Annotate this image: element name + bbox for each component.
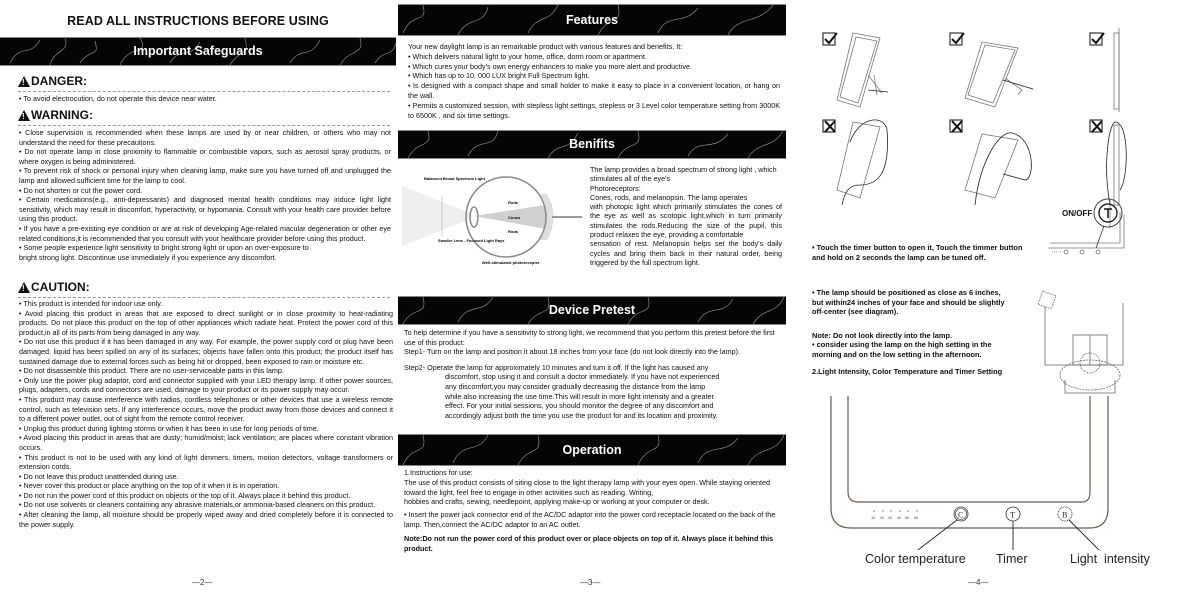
benefits-para: sensation of rest. Melanopsin helps set the body's daily cycles and bring them back in their natural order, being triggered by the full spectrum light.	[590, 239, 782, 267]
color-button-letter: C	[958, 510, 964, 520]
wrong-placement-1	[823, 120, 888, 205]
top-heading: READ ALL INSTRUCTIONS BEFORE USING	[67, 14, 329, 28]
benefits-para: Cones, rods, and melanopsin. The lamp operates	[590, 192, 748, 202]
divider	[18, 125, 390, 126]
caution-list	[19, 299, 393, 529]
feature-item: • Which has up to 10, 000 LUX bright Full Spectrum light.	[408, 71, 590, 81]
page-number: —3—	[580, 578, 601, 587]
caution-item: • Do not leave this product unattended during use.	[19, 471, 179, 481]
warning-item: • Do not shorten or cut the power cord.	[19, 185, 143, 195]
danger-item: • To avoid electrocution, do not operate this device near water.	[19, 94, 217, 103]
eye-diagram	[402, 166, 588, 270]
banner-features	[398, 4, 786, 36]
lamp-corner-closeup	[1048, 199, 1124, 254]
warning-item: • Close supervision is recommended when these lamps are used by or near children, or others who may not understand the need for these precautions.	[19, 128, 391, 147]
banner-title: Important Safeguards	[133, 44, 263, 58]
caution-label: CAUTION:	[31, 280, 90, 294]
banner-title: Device Pretest	[548, 303, 636, 317]
label-lens: Smaller Lens - Focused Light Rays	[438, 238, 505, 243]
features-text	[408, 42, 780, 120]
caution-item: • After cleaning the lamp, all moisture should be properly wiped away and dried completely before it is connected to the power supply.	[19, 510, 393, 529]
seating-diagram	[1035, 285, 1135, 395]
correct-placement-1	[823, 33, 888, 107]
caution-item: • Never cover this product or place anything on the top of it when it is in operation.	[19, 481, 280, 491]
page-2	[0, 0, 396, 600]
warning-triangle-icon	[18, 282, 30, 293]
label-balanced-light: Balanced Broad Spectrum Light	[424, 176, 485, 181]
caution-item: • Do not use solvents or cleaners containing any abrasive materials,or ammonia-based cleaners on this product.	[19, 500, 376, 510]
warning-item: • If you have a pre-existing eye condition or are at risk of developing Age-related macular degeneration or other eye related conditions,it is recommended that you consult with your healthcare provider before using this product.	[19, 223, 391, 243]
banner-benefits	[398, 130, 786, 159]
danger-list	[19, 94, 391, 104]
timer-level: 20	[880, 516, 885, 520]
wrong-placement-2	[950, 120, 1031, 205]
label-cones: Cones	[508, 215, 521, 220]
page-3	[398, 0, 786, 600]
features-intro: Your new daylight lamp is an remarkable product with various features and benefits. It:	[408, 42, 683, 51]
benefits-para: Photoreceptors:	[590, 183, 641, 193]
lamp-control-diagram	[790, 390, 1183, 550]
banner-title: Operation	[562, 443, 622, 457]
banner-device-pretest	[398, 296, 786, 325]
feature-item: • Which cures your body's own energy enhancers to make you more alert and productive.	[408, 61, 692, 71]
divider	[18, 91, 390, 92]
warning-heading	[18, 108, 93, 122]
benefits-para: The lamp provides a broad spectrum of strong light , which stimulates all of the eye's	[590, 165, 777, 184]
page-4	[790, 0, 1183, 600]
timer-level: 50	[905, 516, 910, 520]
label-rods-top: Rods	[508, 200, 518, 205]
position-note: • The lamp should be positioned as close as 6 inches, but within24 inches of your face and should be slightly off-center (see diagram).	[812, 288, 1005, 317]
warning-item: • Do not operate lamp in close proximity to flammable or combustible vapors, such as aerosol spray products, or where oxygen is being administered.	[19, 147, 391, 166]
benefits-para: with photopic light which primarily stimulates the cones of the eye as well as scotopic light,which in turn primarily stimulates the rods.Reducing the size of the pupil, this product relaxes the eye, providing a comfortable	[590, 202, 782, 240]
on-off-label: ON/OFF	[1062, 209, 1093, 218]
operation-para: hobbies and crafts, sewing, needlepoint, applying make-up or working at your computer or desk.	[404, 497, 710, 507]
correct-placement-3	[1090, 28, 1119, 112]
danger-heading	[18, 74, 87, 88]
caution-item: • This product is intended for indoor use only.	[19, 299, 163, 308]
feature-item: • Permits a customized session, with stepless light settings, stepless or 3 Level color temperature setting from 3000K to 6500K , and six time settings.	[408, 100, 780, 120]
warning-item: • Certain medications(e.g., anti-depressants) and diagnosed mental health conditions may induce light light sensitivity, which may result in discomfort, hyperactivity, or hypomania. Consult with your health care provider before using this product.	[19, 195, 391, 224]
section-2-heading: 2.Light Intensity, Color Temperature and Timer Setting	[812, 367, 1003, 376]
banner-title: Benifits	[569, 137, 615, 151]
operation-note: Note:Do not run the power cord of this product over or place objects on top of it. Always place it behind this product.	[404, 533, 774, 553]
warning-triangle-icon	[18, 76, 30, 87]
note-no-look: Note: Do not look directly into the lamp.	[812, 331, 953, 340]
caution-item: • Only use the power plug adaptor, cord and connector supplied with your LED therapy lamp. If other power sources, plugs, adapters, cords and connectors are used, damage to your product or its power supply may occur.	[19, 375, 393, 395]
light-button-letter: B	[1062, 510, 1068, 520]
benefits-text	[590, 165, 782, 267]
timer-button[interactable]	[1006, 507, 1020, 521]
operation-para: The use of this product consists of siting close to the light therapy lamp with your eyes open. While staying oriented toward the light, feel free to engage in other activities such as reading. Writing,	[404, 477, 770, 497]
timer-level: 30	[888, 516, 893, 520]
page-number: —2—	[192, 578, 213, 587]
caption-light-intensity: Light intensity	[1070, 552, 1150, 566]
timer-level-indicators	[871, 510, 918, 520]
pretest-intro: To help determine if you have a sensitivity to strong light, we recommend that you perform this pretest before the first use of this product:	[404, 328, 775, 347]
timer-note: • Touch the timer button to open it, Touch the timmer button and hold on 2 seconds the lamp can be tuned off.	[812, 243, 1023, 262]
warning-item: • Some people experience light sensitivity to bright strong light or upon an over-exposure to	[19, 243, 309, 253]
caution-item: • Do not run the power cord of this product on objects or the top of it. Always place it behind this product.	[19, 490, 351, 500]
banner-title: Features	[565, 13, 619, 27]
operation-heading: 1.Instructions for use:	[404, 468, 473, 477]
caution-item: • Unplug this product during lighting storms or when it has been in use for long periods of time.	[19, 423, 319, 433]
operation-text	[404, 468, 782, 553]
label-photoreceptors: Well-stimulated photoreceptrs	[482, 260, 540, 265]
feature-item: • Which delivers natural light to your home, office, dorm room or apartment.	[408, 51, 647, 61]
light-intensity-button[interactable]	[1058, 507, 1072, 521]
timer-level: 60	[914, 516, 919, 520]
note-high-low: • consider using the lamp on the high setting in the morning and on the low setting in the afternoon.	[812, 340, 992, 359]
danger-label: DANGER:	[31, 74, 87, 88]
caution-item: • Avoid placing this product in areas that are dusty; humid/moist; lack ventilation; are places where constant vibration occurs.	[19, 433, 393, 452]
caption-color-temperature: Color temperature	[865, 552, 966, 566]
wrong-placement-3	[1090, 120, 1126, 205]
timer-button-letter: T	[1010, 510, 1015, 520]
placement-illustrations	[790, 0, 1183, 270]
caution-item: • Avoid placing this product in areas that are exposed to direct sunlight or in close proximity to heat-radiating products. Do not place this product on the top of other appliances which radiate heat. Protect the power cord of this product,in all of its parts from being damaged in any way.	[19, 308, 393, 337]
color-temperature-button[interactable]	[954, 507, 968, 521]
page-number: —4—	[968, 578, 989, 587]
banner-important-safeguards	[0, 37, 396, 66]
feature-item: • Is designed with a compact shape and small holder to make it easy to place in a convenient location, or hang on the wall.	[408, 81, 780, 100]
label-rods-bottom: Rods	[508, 229, 518, 234]
operation-para: • Insert the power jack connector end of the AC/DC adaptor into the power cord receptacle located on the back of the lamp. Then,connect the AC/DC adaptor to an AC outlet.	[404, 510, 776, 529]
correct-placement-2	[950, 33, 1033, 107]
leader-lines	[914, 520, 1102, 550]
timer-level: 40	[897, 516, 902, 520]
pretest-step-1: Step1- Turn on the lamp and position it about 18 inches from your face (do not look directly into the lamp).	[404, 347, 741, 357]
pretest-step-2: Step2- Operate the lamp for approximately 10 minutes and turn it off. If the light has caused any discomfort, stop using it and consult a doctor immediately. If you have not experienced any discomfort,you may consider gradually decreasing the distance from the lamp while also increasing the use time.This will result in more light intensity and a greater effect. For your initial sessions, you should monitor the degree of any discomfort and accordingly adjust both the time you use the product for and its location and proximity.	[404, 362, 720, 420]
caution-item: • Do not use this product if it has been damaged in any way. For example, the power supply cord or plug have been damaged; liquid has been spilled on any of its surfaces; objects have fallen onto this product; the product itself has sustained damage due to external forces such as being hit or dropped, been exposed to rain or moisture etc.	[19, 337, 393, 366]
timer-level: 10	[871, 516, 876, 520]
banner-operation	[398, 434, 786, 466]
warning-list	[19, 128, 391, 262]
warning-triangle-icon	[18, 110, 30, 121]
divider	[18, 297, 390, 298]
caution-item: • This product is not to be used with any kind of light dimmers, timers, motion detectors, voltage transformers or extension cords.	[19, 452, 393, 472]
warning-label: WARNING:	[31, 108, 93, 122]
caution-item: • Do not disassemble this product. There are no user-serviceable parts in this lamp.	[19, 366, 284, 376]
caution-item: • This product may cause interference with radios, cordless telephones or other devices that use a wireless remote control, such as television sets. If any interference occurs, move the product away from those devices and connect it to a different power outlet, out of sight from the remote control receiver.	[19, 394, 393, 424]
warning-item: • To prevent risk of shock or personal injury when cleaning lamp, make sure you have turned off and unplugged the lamp and allowed sufficient time for the lamp to cool.	[19, 166, 391, 185]
caption-timer: Timer	[996, 552, 1028, 566]
warning-item: bright strong light. Discontinue use immediately if you experience any discomfort.	[19, 252, 277, 262]
caution-heading	[18, 280, 90, 294]
pretest-text	[404, 328, 782, 420]
